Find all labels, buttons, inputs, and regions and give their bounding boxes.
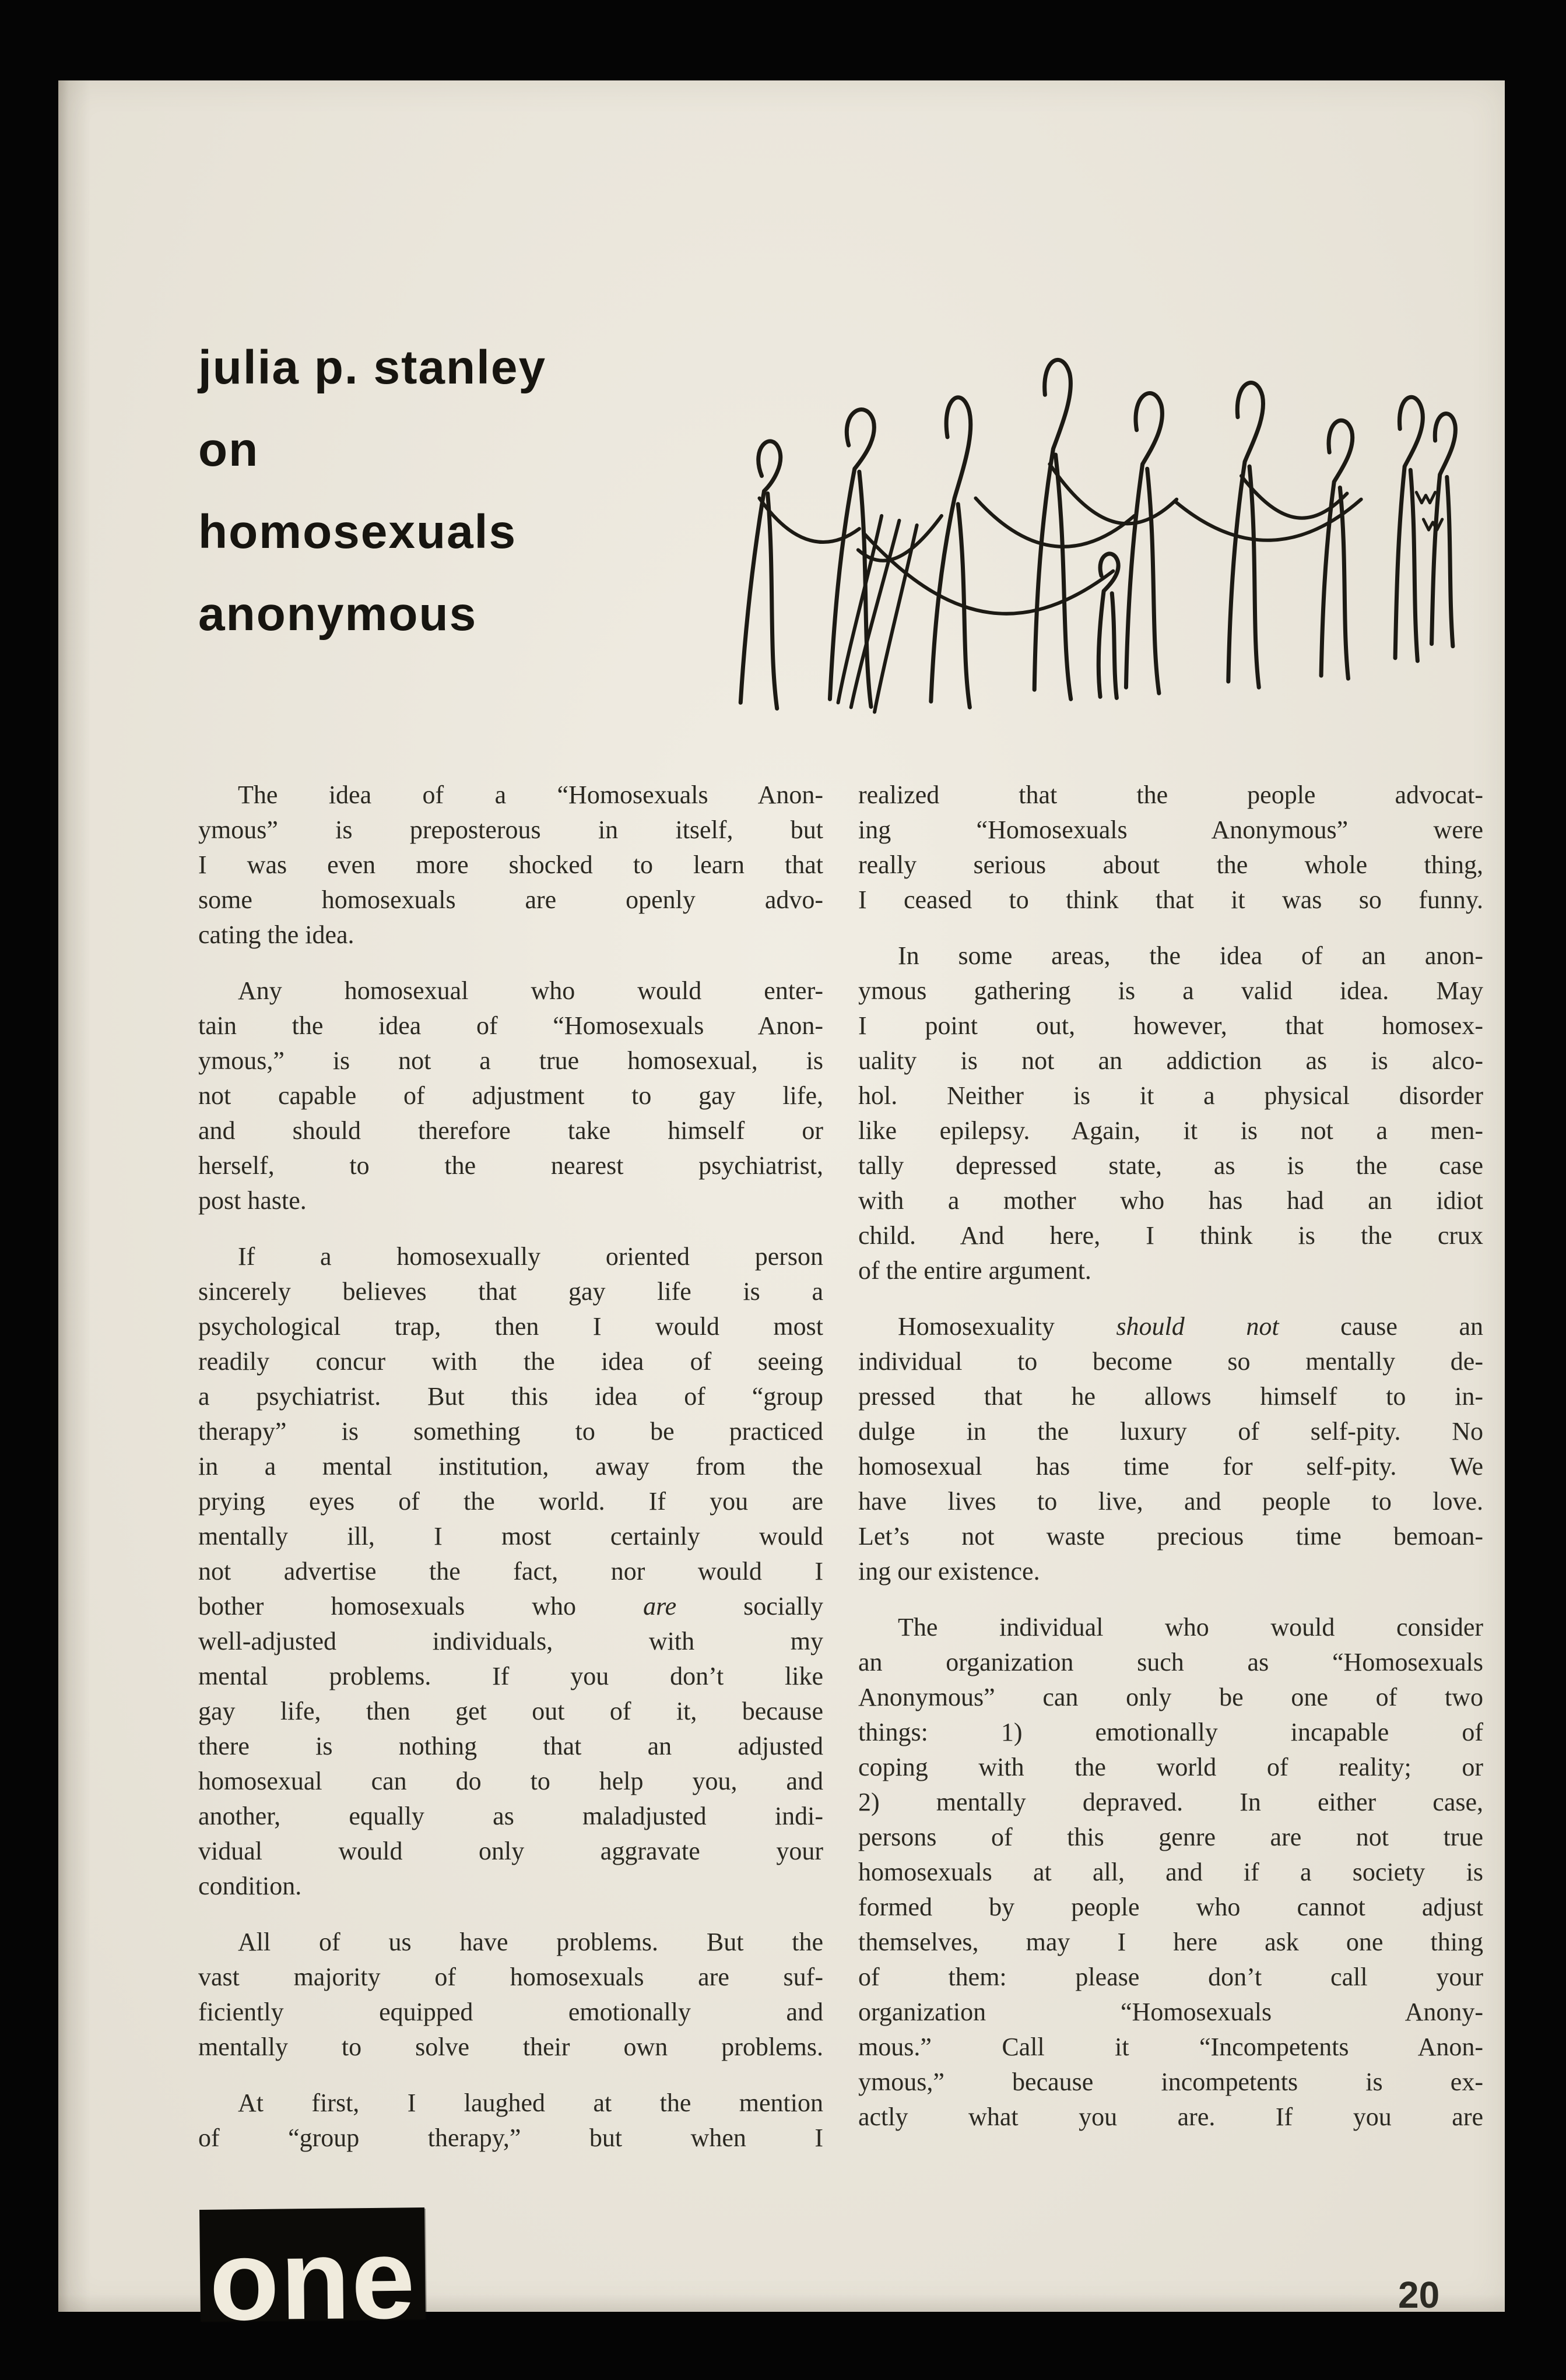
text-line: individual to become so mentally de- — [858, 1347, 1483, 1376]
text-line: realized that the people advocat- — [858, 781, 1483, 809]
text-line: coping with the world of reality; or — [858, 1753, 1483, 1781]
title-line-on: on — [198, 423, 259, 476]
text-line: well-adjusted individuals, with my — [198, 1627, 823, 1655]
text-line: ficiently equipped emotionally and — [198, 1998, 823, 2026]
text-line: homosexuals at all, and if a society is — [858, 1858, 1483, 1886]
text-line: actly what you are. If you are — [858, 2103, 1483, 2131]
text-line: homosexual has time for self-pity. We — [858, 1452, 1483, 1481]
text-line: The idea of a “Homosexuals Anon- — [238, 781, 823, 809]
text-line: of them: please don’t call your — [858, 1963, 1483, 1991]
text-line: hol. Neither is it a physical disorder — [858, 1081, 1483, 1110]
text-line: mous.” Call it “Incompetents Anon- — [858, 2033, 1483, 2061]
title-line-anonymous: anonymous — [198, 588, 477, 641]
title-line-homosexuals: homosexuals — [198, 505, 517, 558]
text-line: 2) mentally depraved. In either case, — [858, 1788, 1483, 1816]
paragraph — [858, 1309, 1483, 1589]
text-line: pressed that he allows himself to in- — [858, 1382, 1483, 1411]
text-line: themselves, may I here ask one thing — [858, 1928, 1483, 1956]
text-line: Any homosexual who would enter- — [238, 976, 823, 1005]
text-line: ymous,” is not a true homosexual, is — [198, 1046, 823, 1075]
text-line: cating the idea. — [198, 920, 354, 949]
text-line: condition. — [198, 1872, 302, 1900]
paragraph — [198, 778, 823, 952]
text-line: ing our existence. — [858, 1557, 1040, 1586]
crowd-line-drawing-illustration — [723, 321, 1463, 729]
text-line: Anonymous” can only be one of two — [858, 1683, 1483, 1711]
text-line: ymous,” because incompetents is ex- — [858, 2068, 1483, 2096]
text-line: All of us have problems. But the — [238, 1928, 823, 1956]
text-line: of the entire argument. — [858, 1256, 1091, 1285]
text-line: mentally ill, I most certainly would — [198, 1522, 823, 1551]
page-number: 20 — [1398, 2274, 1440, 2316]
text-line: tally depressed state, as is the case — [858, 1151, 1483, 1180]
text-line: Homosexuality should not cause an — [898, 1312, 1483, 1341]
text-line: The individual who would consider — [898, 1613, 1483, 1641]
text-line: vidual would only aggravate your — [198, 1837, 823, 1865]
text-line: really serious about the whole thing, — [858, 850, 1483, 879]
text-line: not capable of adjustment to gay life, — [198, 1081, 823, 1110]
text-line: an organization such as “Homosexuals — [858, 1648, 1483, 1676]
text-line: dulge in the luxury of self-pity. No — [858, 1417, 1483, 1446]
article-column-left — [198, 778, 823, 2156]
text-line: In some areas, the idea of an anon- — [898, 941, 1483, 970]
text-line: things: 1) emotionally incapable of — [858, 1718, 1483, 1746]
text-line: mental problems. If you don’t like — [198, 1662, 823, 1690]
text-line: formed by people who cannot adjust — [858, 1893, 1483, 1921]
text-line: a psychiatrist. But this idea of “group — [198, 1382, 823, 1411]
title-line-author: julia p. stanley — [198, 341, 547, 394]
paragraph — [858, 1610, 1483, 2135]
text-line: ymous gathering is a valid idea. May — [858, 976, 1483, 1005]
crowd-figures-sketch — [723, 321, 1463, 729]
text-line: there is nothing that an adjusted — [198, 1732, 823, 1760]
one-magazine-logo — [199, 2207, 426, 2344]
article-column-right — [858, 778, 1483, 2135]
text-line: not advertise the fact, nor would I — [198, 1557, 823, 1586]
paragraph — [198, 1239, 823, 1904]
text-line: I was even more shocked to learn that — [198, 850, 823, 879]
text-line: bother homosexuals who are socially — [198, 1592, 824, 1620]
one-magazine-logo-text: one — [208, 2214, 417, 2344]
text-line: gay life, then get out of it, because — [198, 1697, 823, 1725]
text-line: mentally to solve their own problems. — [198, 2033, 823, 2061]
text-line: prying eyes of the world. If you are — [198, 1487, 823, 1516]
paragraph — [198, 1925, 823, 2065]
text-line: child. And here, I think is the crux — [858, 1221, 1483, 1250]
text-line: like epilepsy. Again, it is not a men- — [858, 1116, 1483, 1145]
text-line: organization “Homosexuals Anony- — [858, 1998, 1483, 2026]
text-line: uality is not an addiction as is alco- — [858, 1046, 1483, 1075]
text-line: Let’s not waste precious time bemoan- — [858, 1522, 1483, 1551]
article-title — [198, 341, 547, 673]
text-line: psychological trap, then I would most — [198, 1312, 823, 1341]
text-line: and should therefore take himself or — [198, 1116, 823, 1145]
text-line: I ceased to think that it was so funny. — [858, 885, 1483, 914]
text-line: ymous” is preposterous in itself, but — [198, 815, 823, 844]
text-line: sincerely believes that gay life is a — [198, 1277, 823, 1306]
text-line: post haste. — [198, 1186, 307, 1215]
text-line: ing “Homosexuals Anonymous” were — [858, 815, 1483, 844]
paragraph — [858, 778, 1483, 917]
text-line: with a mother who has had an idiot — [858, 1186, 1483, 1215]
text-line: have lives to live, and people to love. — [858, 1487, 1483, 1516]
text-line: some homosexuals are openly advo- — [198, 885, 823, 914]
text-line: another, equally as maladjusted indi- — [198, 1802, 823, 1830]
page-paper — [58, 80, 1505, 2344]
text-line: herself, to the nearest psychiatrist, — [198, 1151, 823, 1180]
text-line: homosexual can do to help you, and — [198, 1767, 823, 1795]
paragraph — [858, 938, 1483, 1288]
text-line: in a mental institution, away from the — [198, 1452, 823, 1481]
paragraph — [198, 2086, 823, 2156]
text-line: therapy” is something to be practiced — [198, 1417, 823, 1446]
paragraph — [198, 973, 823, 1218]
text-line: vast majority of homosexuals are suf- — [198, 1963, 823, 1991]
text-line: readily concur with the idea of seeing — [198, 1347, 823, 1376]
text-line: persons of this genre are not true — [858, 1823, 1483, 1851]
text-line: tain the idea of “Homosexuals Anon- — [198, 1011, 823, 1040]
text-line: At first, I laughed at the mention — [238, 2089, 823, 2117]
text-line: If a homosexually oriented person — [238, 1242, 823, 1271]
text-line: I point out, however, that homosex- — [858, 1011, 1483, 1040]
text-line: of “group therapy,” but when I — [198, 2124, 823, 2152]
